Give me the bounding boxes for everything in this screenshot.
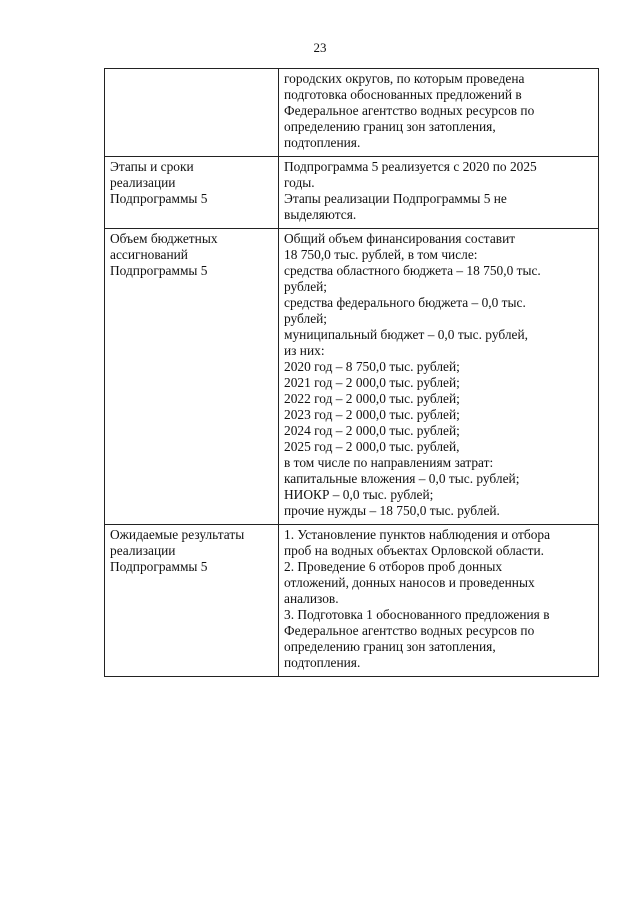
row-content-line: прочие нужды – 18 750,0 тыс. рублей.: [284, 503, 500, 518]
passport-table-body: [105, 69, 599, 677]
row-content-line: подтопления.: [284, 135, 361, 150]
row-content-line: 1. Установление пунктов наблюдения и отбора: [284, 527, 551, 542]
row-label-cell: [105, 229, 279, 525]
row-label-line: реализации: [110, 175, 176, 190]
row-content-line: городских округов, по которым проведена: [284, 71, 525, 86]
page-number: 23: [313, 40, 327, 55]
row-content-line: в том числе по направлениям затрат:: [284, 455, 494, 470]
row-content-line: подтопления.: [284, 655, 361, 670]
row-content-line: анализов.: [284, 591, 339, 606]
row-content-line: выделяются.: [284, 207, 357, 222]
row-content-line: капитальные вложения – 0,0 тыс. рублей;: [284, 471, 520, 486]
row-content-line: НИОКР – 0,0 тыс. рублей;: [284, 487, 434, 502]
row-content-line: рублей;: [284, 279, 328, 294]
table-row: [105, 157, 599, 229]
row-content-line: 2023 год – 2 000,0 тыс. рублей;: [284, 407, 460, 422]
row-content-line: проб на водных объектах Орловской области.: [284, 543, 545, 558]
row-content-line: средства федерального бюджета – 0,0 тыс.: [284, 295, 526, 310]
row-content-line: Этапы реализации Подпрограммы 5 не: [284, 191, 507, 206]
row-label-cell: [105, 157, 279, 229]
row-content-line: определению границ зон затопления,: [284, 639, 496, 654]
row-label-line: Этапы и сроки: [110, 159, 194, 174]
row-content-line: 2025 год – 2 000,0 тыс. рублей,: [284, 439, 460, 454]
row-label-line: Подпрограммы 5: [110, 559, 208, 574]
row-content-cell: [279, 525, 599, 677]
row-content-line: Общий объем финансирования составит: [284, 231, 516, 246]
row-content-line: 2. Проведение 6 отборов проб донных: [284, 559, 503, 574]
row-label-line: Объем бюджетных: [110, 231, 218, 246]
row-content-line: рублей;: [284, 311, 328, 326]
row-content-line: средства областного бюджета – 18 750,0 тыс.: [284, 263, 541, 278]
row-content-line: Подпрограмма 5 реализуется с 2020 по 2025: [284, 159, 537, 174]
row-content-line: 2024 год – 2 000,0 тыс. рублей;: [284, 423, 460, 438]
table-row: [105, 525, 599, 677]
row-content-line: подготовка обоснованных предложений в: [284, 87, 522, 102]
row-content-line: Федеральное агентство водных ресурсов по: [284, 623, 535, 638]
row-label-cell: [105, 69, 279, 157]
row-content-line: 2020 год – 8 750,0 тыс. рублей;: [284, 359, 460, 374]
row-content-line: годы.: [284, 175, 315, 190]
row-label-line: Подпрограммы 5: [110, 191, 208, 206]
row-content-line: Федеральное агентство водных ресурсов по: [284, 103, 535, 118]
row-content-cell: [279, 157, 599, 229]
row-label-line: Подпрограммы 5: [110, 263, 208, 278]
row-content-cell: [279, 69, 599, 157]
row-label-line: Ожидаемые результаты: [110, 527, 245, 542]
row-label-cell: [105, 525, 279, 677]
row-label-line: реализации: [110, 543, 176, 558]
table-row: [105, 229, 599, 525]
row-content-cell: [279, 229, 599, 525]
row-content-line: отложений, донных наносов и проведенных: [284, 575, 535, 590]
row-content-line: 2021 год – 2 000,0 тыс. рублей;: [284, 375, 460, 390]
row-content-line: 3. Подготовка 1 обоснованного предложения в: [284, 607, 550, 622]
row-content-line: муниципальный бюджет – 0,0 тыс. рублей,: [284, 327, 528, 342]
row-content-line: определению границ зон затопления,: [284, 119, 496, 134]
row-content-line: 18 750,0 тыс. рублей, в том числе:: [284, 247, 478, 262]
table-row: [105, 69, 599, 157]
row-content-line: из них:: [284, 343, 325, 358]
row-content-line: 2022 год – 2 000,0 тыс. рублей;: [284, 391, 460, 406]
subprogram-passport-table: [104, 68, 599, 677]
row-label-line: ассигнований: [110, 247, 188, 262]
